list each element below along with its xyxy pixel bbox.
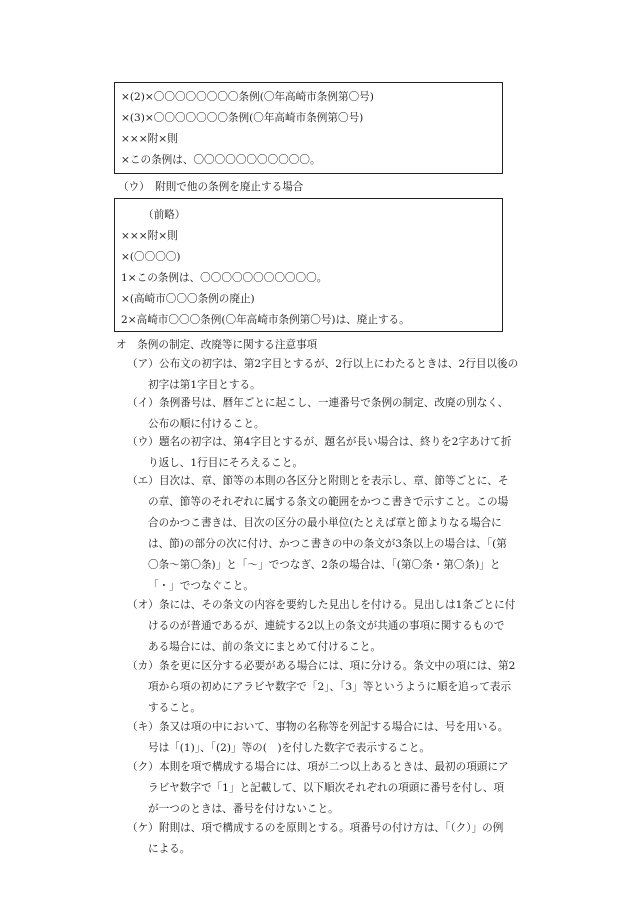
note-line: 項から項の初めにアラビヤ数字で「2」、「3」等というように順を追って表示 xyxy=(148,681,512,693)
note-label: （エ） xyxy=(127,475,159,487)
note-line: 条例番号は、暦年ごとに起こし、一連番号で条例の制定、改廃の別なく、 xyxy=(159,397,509,409)
note-line: は、節)の部分の次に付け、かつこ書きの中の条文が3条以上の場合は、「(第 xyxy=(148,538,507,550)
note-line: 題名の初字は、第4字目とするが、題名が長い場合は、終りを2字あけて折 xyxy=(159,436,512,448)
box2-line-1: （前略） xyxy=(143,209,186,221)
note-label: （ウ） xyxy=(127,436,159,448)
box1-line-4: ×この条例は、〇〇〇〇〇〇〇〇〇〇〇。 xyxy=(121,154,321,166)
note-label: （ク） xyxy=(127,761,159,773)
note-line: が一つのときは、番号を付けないこと。 xyxy=(148,803,339,815)
note-line: けるのが普通であるが、連続する2以上の条文が共通の事項に関するもので xyxy=(148,620,505,632)
note-label: （キ） xyxy=(127,721,159,733)
section-heading-u: （ウ） 附則で他の条例を廃止する場合 xyxy=(118,181,304,193)
box2-line-4: 1×この条例は、〇〇〇〇〇〇〇〇〇〇〇。 xyxy=(121,272,328,284)
note-label: （カ） xyxy=(127,660,159,672)
box2-line-3: ×(〇〇〇〇) xyxy=(121,251,181,263)
note-line: 号は「(1)」、「(2)」等の( )を付した数字で表示すること。 xyxy=(148,742,430,754)
note-line: 本則を項で構成する場合には、項が二つ以上あるときは、最初の項頭にア xyxy=(159,761,509,773)
note-line: 合のかつこ書きは、目次の区分の最小単位(たとえば章と節よりなる場合に xyxy=(148,517,502,529)
note-label: （ケ） xyxy=(127,822,159,834)
note-line: り返し、1行目にそろえること。 xyxy=(148,457,304,469)
example-box-repeal xyxy=(114,198,503,332)
note-line: 〇条～第〇条)」と「～」でつなぎ、2条の場合は、「(第〇条・第〇条)」と xyxy=(148,559,501,571)
note-line: による。 xyxy=(148,843,191,855)
note-line: 公布の順に付けること。 xyxy=(148,418,265,430)
box1-line-1: ×(2)×〇〇〇〇〇〇〇〇条例(〇年高崎市条例第〇号) xyxy=(121,91,374,103)
box2-line-6: 2×高崎市〇〇〇条例(〇年高崎市条例第〇号)は、廃止する。 xyxy=(121,314,410,326)
note-line: 条又は項の中において、事物の名称等を列記する場合には、号を用いる。 xyxy=(159,721,509,733)
box1-line-2: ×(3)×〇〇〇〇〇〇〇条例(〇年高崎市条例第〇号) xyxy=(121,112,364,124)
note-line: 公布文の初字は、第2字目とするが、2行以上にわたるときは、2行目以後の xyxy=(159,358,519,370)
note-line: ラビヤ数字で「1」と記載して、以下順次それぞれの項頭に番号を付し、項 xyxy=(148,782,505,794)
note-line: 初字は第1字目とする。 xyxy=(148,379,261,391)
box2-line-5: ×(高崎市〇〇〇条例の廃止) xyxy=(121,293,255,305)
box2-line-2: ×××附×則 xyxy=(121,230,178,242)
note-label: （オ） xyxy=(127,599,159,611)
example-box-amendment xyxy=(114,82,503,174)
note-label: （ア） xyxy=(127,358,159,370)
note-line: 目次は、章、節等の本則の各区分と附則とを表示し、章、節等ごとに、そ xyxy=(159,475,509,487)
note-line: すること。 xyxy=(148,702,201,714)
note-line: 条を更に区分する必要がある場合には、項に分ける。条文中の項には、第2 xyxy=(159,660,516,672)
note-line: 「・」でつなぐこと。 xyxy=(148,580,254,592)
box1-line-3: ×××附×則 xyxy=(121,133,178,145)
note-label: （イ） xyxy=(127,397,159,409)
note-line: 条には、その条文の内容を要約した見出しを付ける。見出しは1条ごとに付 xyxy=(159,599,516,611)
note-line: の章、節等のそれぞれに属する条文の範囲をかつこ書きで示すこと。この場 xyxy=(148,496,509,508)
note-line: ある場合には、前の条文にまとめて付けること。 xyxy=(148,641,382,653)
section-heading-o: オ 条例の制定、改廃等に関する注意事項 xyxy=(116,339,318,351)
note-line: 附則は、項で構成するのを原則とする。項番号の付け方は、「（ク）」の例 xyxy=(159,822,504,834)
